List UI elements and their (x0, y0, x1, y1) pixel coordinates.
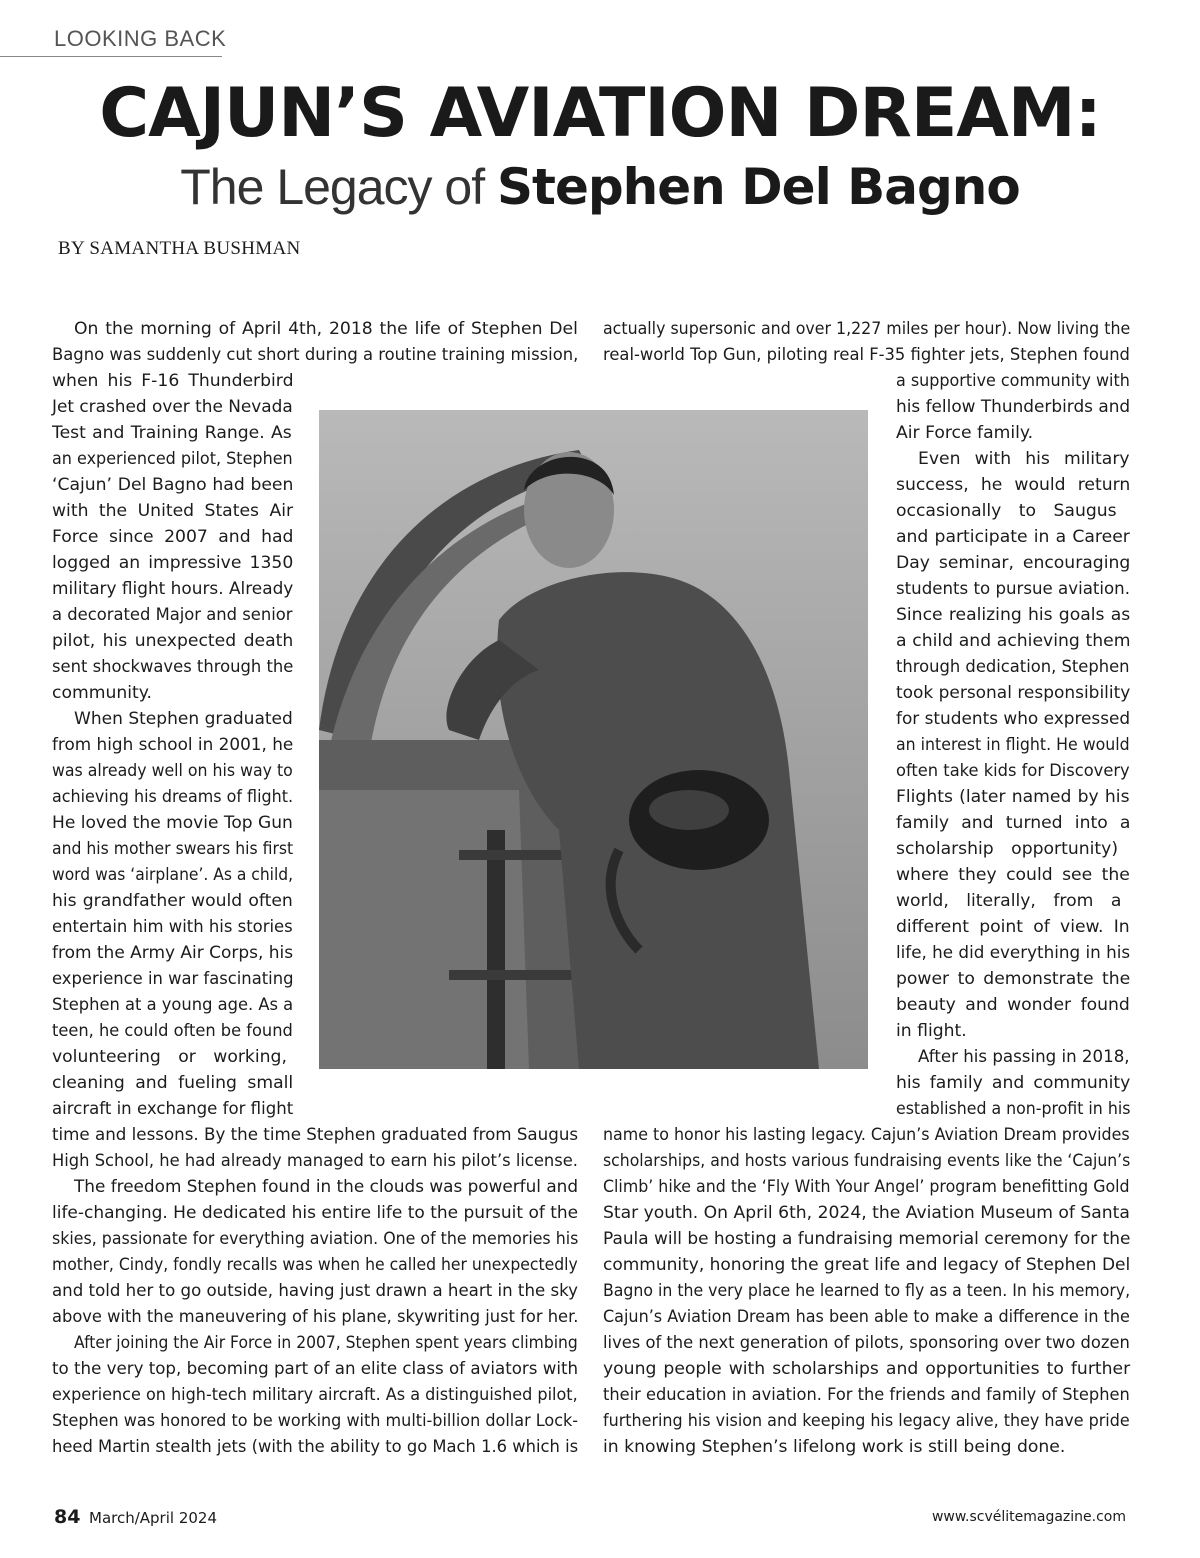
section-label: LOOKING BACK (54, 26, 227, 51)
text-line: different point of view. In (896, 917, 1130, 937)
text-line: and participate in a Career (896, 527, 1130, 547)
text-line: Star youth. On April 6th, 2024, the Aviation Museum of Santa (603, 1203, 1130, 1223)
text-line: Climb’ hike and the ‘Fly With Your Angel’ program benefitting Gold (603, 1177, 1130, 1197)
text-line: Paula will be hosting a fundraising memorial ceremony for the (603, 1229, 1131, 1249)
text-line: pilot, his unexpected death (52, 631, 294, 651)
text-line: took personal responsibility (896, 683, 1131, 703)
text-line: achieving his dreams of flight. (52, 787, 294, 807)
text-line: teen, he could often be found (52, 1021, 293, 1041)
byline: BY SAMANTHA BUSHMAN (58, 238, 301, 259)
text-line: Force since 2007 and had (52, 527, 294, 547)
text-line: his grandfather would often (52, 891, 293, 911)
text-line: to the very top, becoming part of an elite class of aviators with (52, 1359, 579, 1379)
text-line: word was ‘airplane’. As a child, (52, 865, 294, 885)
text-line: through dedication, Stephen (896, 657, 1130, 677)
text-line: his fellow Thunderbirds and (896, 397, 1131, 417)
text-line: volunteering or working, (52, 1047, 287, 1067)
text-line: real-world Top Gun, piloting real F-35 fighter jets, Stephen found (603, 345, 1130, 365)
text-line: logged an impressive 1350 (52, 553, 294, 573)
article-subtitle (0, 158, 1200, 216)
photo-pilot-with-helmet-icon (319, 410, 868, 1069)
text-line: a decorated Major and senior (52, 605, 293, 625)
text-line: community, honoring the great life and legacy of Stephen Del (603, 1255, 1131, 1275)
text-line: life, he did everything in his (896, 943, 1131, 963)
text-line: Jet crashed over the Nevada (52, 397, 293, 417)
text-line: in knowing Stephen’s lifelong work is still being done. (603, 1437, 1066, 1457)
text-line: military flight hours. Already (52, 579, 294, 599)
issue-date: March/April 2024 (89, 1509, 218, 1527)
text-line: Even with his military (918, 449, 1130, 469)
text-line: name to honor his lasting legacy. Cajun’s Aviation Dream provides (603, 1125, 1130, 1145)
text-line: scholarships, and hosts various fundraising events like the ‘Cajun’s (603, 1151, 1131, 1171)
text-line: young people with scholarships and opportunities to further (603, 1359, 1131, 1379)
text-line: family and turned into a (896, 813, 1131, 833)
text-line: heed Martin stealth jets (with the ability to go Mach 1.6 which is (52, 1437, 579, 1457)
text-line: High School, he had already managed to earn his pilot’s license. (52, 1151, 578, 1171)
text-line: power to demonstrate the (896, 969, 1131, 989)
text-line: Bagno was suddenly cut short during a routine training mission, (52, 345, 579, 365)
text-line: where they could see the (896, 865, 1130, 885)
text-line: experience on high-tech military aircraft. As a distinguished pilot, (52, 1385, 578, 1405)
text-line: Flights (later named by his (896, 787, 1130, 807)
text-line: scholarship opportunity) (896, 839, 1119, 859)
text-line: time and lessons. By the time Stephen graduated from Saugus (52, 1125, 579, 1145)
text-line: success, he would return (896, 475, 1131, 495)
text-line: students to pursue aviation. (896, 579, 1130, 599)
text-line: from high school in 2001, he (52, 735, 294, 755)
text-line: Since realizing his goals as (896, 605, 1131, 625)
text-line: Bagno in the very place he learned to fly as a teen. In his memory, (603, 1281, 1131, 1301)
text-line: He loved the movie Top Gun (52, 813, 293, 833)
text-line: was already well on his way to (52, 761, 293, 781)
text-line: aircraft in exchange for flight (52, 1099, 294, 1119)
text-line: a child and achieving them (896, 631, 1131, 651)
text-line: furthering his vision and keeping his legacy alive, they have pride (603, 1411, 1130, 1431)
text-line: above with the maneuvering of his plane, skywriting just for her. (52, 1307, 579, 1327)
text-line: cleaning and fueling small (52, 1073, 294, 1093)
pilot-photo (319, 410, 868, 1069)
text-line: skies, passionate for everything aviation. One of the memories his (52, 1229, 579, 1249)
text-line: Test and Training Range. As (52, 423, 292, 443)
text-line: often take kids for Discovery (896, 761, 1130, 781)
text-line: beauty and wonder found (896, 995, 1130, 1015)
text-line: entertain him with his stories (52, 917, 293, 937)
text-line: When Stephen graduated (74, 709, 293, 729)
text-line: Cajun’s Aviation Dream has been able to make a difference in the (603, 1307, 1130, 1327)
text-line: when his F-16 Thunderbird (52, 371, 294, 391)
text-line: community. (52, 683, 152, 703)
text-line: experience in war fascinating (52, 969, 294, 989)
text-line: in flight. (896, 1021, 967, 1041)
text-line: for students who expressed (896, 709, 1131, 729)
text-line: a supportive community with (896, 371, 1130, 391)
text-line: mother, Cindy, fondly recalls was when he called her unexpectedly (52, 1255, 578, 1275)
text-line: sent shockwaves through the (52, 657, 294, 677)
text-line: lives of the next generation of pilots, sponsoring over two dozen (603, 1333, 1130, 1353)
page-number: 84 (54, 1506, 81, 1528)
text-line: Stephen was honored to be working with multi-billion dollar Lock- (52, 1411, 579, 1431)
text-line: from the Army Air Corps, his (52, 943, 294, 963)
text-line: his family and community (896, 1073, 1131, 1093)
text-line: an experienced pilot, Stephen (52, 449, 293, 469)
text-line: occasionally to Saugus (896, 501, 1117, 521)
magazine-url: www.scvélitemagazine.com (931, 1509, 1126, 1525)
text-line: Stephen at a young age. As a (52, 995, 294, 1015)
subtitle-light: The Legacy of (180, 159, 498, 215)
text-line: established a non-profit in his (896, 1099, 1131, 1119)
text-line: life-changing. He dedicated his entire life to the pursuit of the (52, 1203, 579, 1223)
text-line: ‘Cajun’ Del Bagno had been (52, 475, 294, 495)
article-title: CAJUN’S AVIATION DREAM: (99, 74, 1101, 153)
text-line: an interest in flight. He would (896, 735, 1130, 755)
text-line: with the United States Air (52, 501, 294, 521)
text-line: world, literally, from a (896, 891, 1122, 911)
text-line: After joining the Air Force in 2007, Stephen spent years climbing (74, 1333, 578, 1353)
subtitle-bold: Stephen Del Bagno (497, 158, 1020, 216)
text-line: and told her to go outside, having just drawn a heart in the sky (52, 1281, 579, 1301)
text-line: their education in aviation. For the friends and family of Stephen (603, 1385, 1130, 1405)
text-line: and his mother swears his first (52, 839, 294, 859)
text-line: On the morning of April 4th, 2018 the life of Stephen Del (74, 319, 578, 339)
text-line: Air Force family. (896, 423, 1034, 443)
text-line: The freedom Stephen found in the clouds was powerful and (74, 1177, 579, 1197)
text-line: After his passing in 2018, (918, 1047, 1130, 1067)
section-rule (0, 56, 222, 57)
text-line: actually supersonic and over 1,227 miles per hour). Now living the (603, 319, 1131, 339)
text-line: Day seminar, encouraging (896, 553, 1131, 573)
